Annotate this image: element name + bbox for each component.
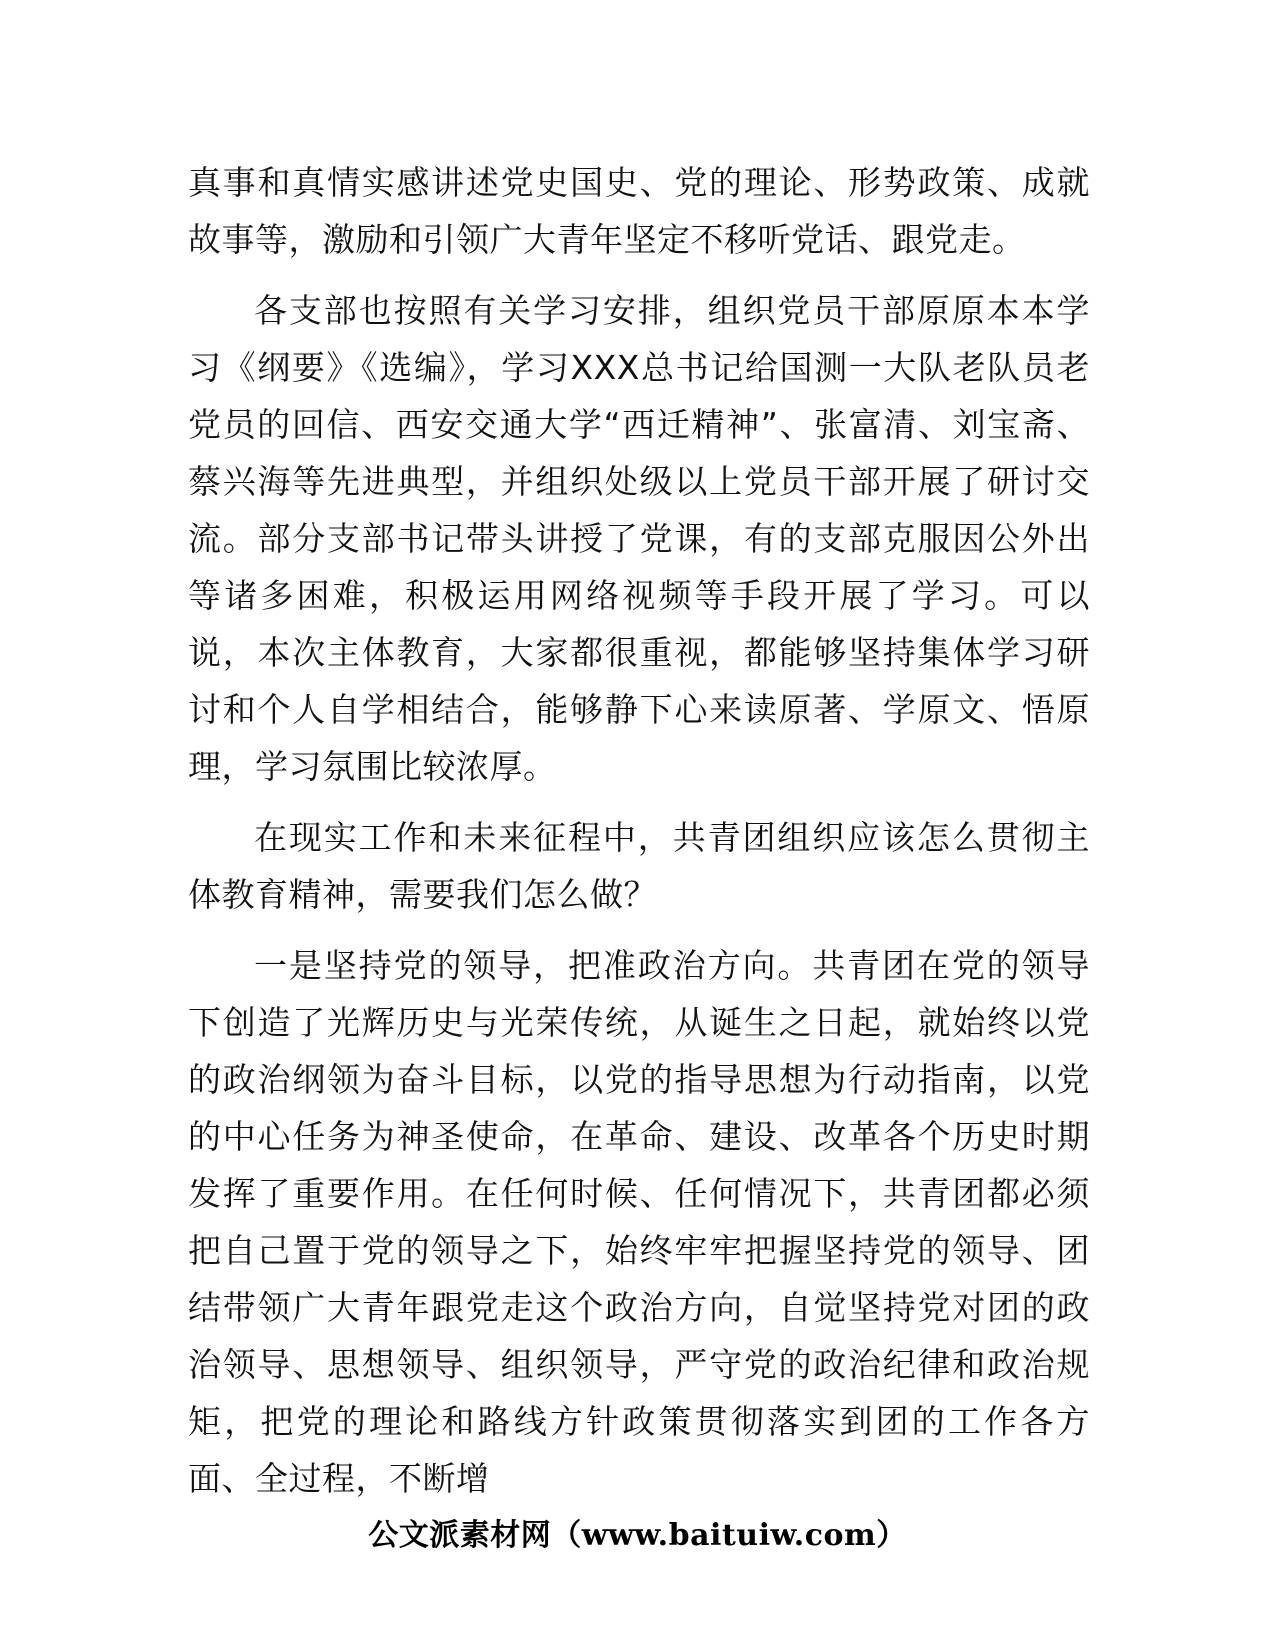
document-body [188,154,1090,1507]
paragraph-question: 在现实工作和未来征程中，共青团组织应该怎么贯彻主体教育精神，需要我们怎么做？ [188,818,1090,914]
paragraph-party-leadership: 一是坚持党的领导，把准政治方向。共青团在党的领导下创造了光辉历史与光荣传统，从诞生之日起，就始终以党的政治纲领为奋斗目标，以党的指导思想为行动指南，以党的中心任务为神圣使命，在革命、建设、改革各个历史时期发挥了重要作用。在任何时候、任何情况下，共青团都必须把自己置于党的领导之下，始终牢牢把握坚持党的领导、团结带领广大青年跟党走这个政治方向，自觉坚持党对团的政治领导、思想领导、组织领导，严守党的政治纪律和政治规矩，把党的理论和路线方针政策贯彻落实到团的工作各方面、全过程，不断增 [188,946,1090,1498]
paragraph-continuation: 真事和真情实感讲述党史国史、党的理论、形势政策、成就故事等，激励和引领广大青年坚定不移听党话、跟党走。 [188,163,1090,259]
paragraph-branch-study: 各支部也按照有关学习安排，组织党员干部原原本本学习《纲要》《选编》，学习XXX总书记给国测一大队老队员老党员的回信、西安交通大学“西迁精神”、张富清、刘宝斋、蔡兴海等先进典型，并组织处级以上党员干部开展了研讨交流。部分支部书记带头讲授了党课，有的支部克服因公外出等诸多困难，积极运用网络视频等手段开展了学习。可以说，本次主体教育，大家都很重视，都能够坚持集体学习研讨和个人自学相结合，能够静下心来读原著、学原文、悟原理，学习氛围比较浓厚。 [188,291,1090,786]
page-footer-watermark: 公文派素材网（www.baituiw.com） [368,1518,907,1553]
